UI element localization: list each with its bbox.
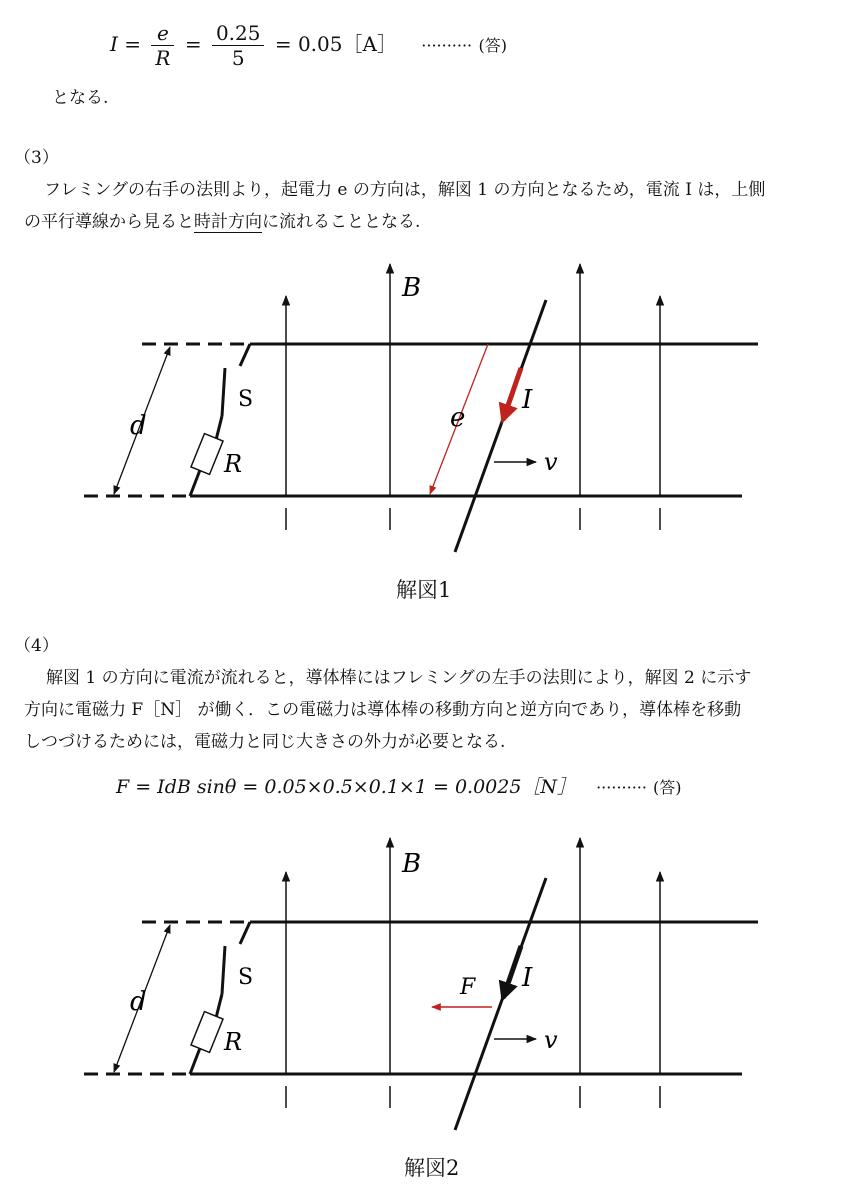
eq1-equals-1: = [124,32,142,56]
eq1-dots: ·········· [421,36,473,55]
fig2-label-f: F [460,975,476,1000]
fig2-label-i: I [522,963,533,993]
fig2-resistor [191,1012,223,1053]
eq1-frac1-denominator: R [155,46,171,70]
figure2-caption: 解図2 [404,1156,460,1180]
section3-line2 [24,206,420,239]
fig1-label-r: R [224,450,243,478]
eq2-formula: F = IdB sinθ = 0.05×0.5×0.1×1 = 0.0025［N］ [116,776,577,798]
eq1-result: = 0.05［A］ [274,32,397,56]
section4-number: （4） [14,636,59,656]
fig1-label-e: e [450,403,466,433]
eq2-dots: ·········· [596,778,647,797]
fig2-left-wire [190,1048,200,1074]
fig1-switch-blade [240,344,250,366]
figure1-caption: 解図1 [396,578,452,602]
section3-line2-post: に流れることとなる. [262,212,421,232]
fig2-label-v: v [544,1026,558,1054]
fig1-left-wire [216,416,222,440]
section3-underlined-clockwise: 時計方向 [194,212,262,232]
fig2-left-wire [216,994,222,1018]
fig2-left-wire [222,946,225,994]
section3-line1: フレミングの右手の法則より，起電力 e の方向は，解図 1 の方向となるため，電流 I は，上側 [44,180,766,200]
fig1-label-s: S [238,387,254,412]
fig1-conductor-bar [455,300,546,552]
eq1-frac2-numerator: 0.25 [212,21,265,46]
section4-line1: 解図 1 の方向に電流が流れると，導体棒にはフレミングの左手の法則により，解図 2 に示す [46,668,752,688]
eq1-lhs: I [110,32,118,56]
eq1-frac1-numerator: e [151,21,174,46]
section4-line2: 方向に電磁力 F［N］ が働く．この電磁力は導体棒の移動方向と逆方向であり，導体棒を移動 [24,700,742,720]
figure2-diagram [0,828,854,1146]
fig2-label-r: R [224,1028,243,1056]
section4-line3: しつづけるためには，電磁力と同じ大きさの外力が必要となる. [24,732,506,752]
eq1-answer-mark: (答) [478,36,507,55]
fig1-resistor [191,434,223,475]
conclusion-text: となる. [52,88,109,108]
equation-force [116,772,682,803]
fig2-switch-blade [240,922,250,944]
section3-number: （3） [14,148,59,168]
fig2-label-d: d [130,987,147,1017]
fig2-conductor-bar [455,878,546,1130]
eq1-frac2-denominator: 5 [231,46,245,70]
equation-current [110,14,507,76]
fig2-label-b: B [402,849,422,879]
fig1-label-d: d [130,411,147,441]
eq1-fraction-e-over-r [151,21,174,70]
fig1-label-i: I [522,385,533,415]
fig1-current-arrow [503,368,521,420]
fig1-left-wire [190,470,200,496]
fig2-current-arrow [503,946,521,998]
figure1-diagram [0,250,854,570]
section3-line2-pre: の平行導線から見ると [24,212,194,232]
fig1-label-v: v [544,448,558,476]
fig1-label-b: B [402,273,422,303]
fig1-left-wire [222,368,225,416]
eq1-equals-2: = [184,32,202,56]
eq2-answer-mark: (答) [653,778,682,797]
eq1-fraction-values [212,21,265,70]
fig2-label-s: S [238,965,254,990]
